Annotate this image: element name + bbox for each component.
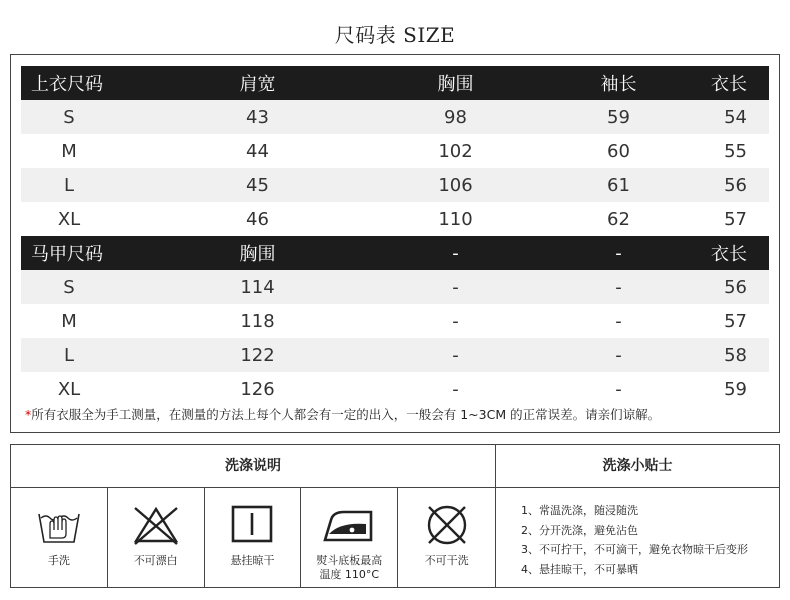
hand-wash-icon (36, 504, 82, 546)
care-icon-cell (108, 488, 205, 587)
table-cell: - (615, 310, 622, 332)
size-label: S (63, 276, 75, 298)
size-cell (21, 304, 141, 338)
note-text: 所有衣服全为手工测量，在测量的方法上每个人都会有一定的出入，一般会有 1~3CM 的正常误差。请亲们谅解。 (31, 407, 661, 422)
size-label: M (61, 140, 77, 162)
table-cell: 57 (724, 310, 747, 332)
header-cell: 胸围 (141, 236, 374, 270)
size-label: S (63, 106, 75, 128)
icon-label (301, 554, 397, 582)
size-table (21, 66, 769, 406)
table-cell: - (452, 378, 459, 400)
table-cell: 55 (724, 140, 747, 162)
table-cell: 126 (240, 378, 275, 400)
table-cell: 62 (607, 208, 630, 230)
size-cell (21, 202, 141, 236)
header-cell: 胸围 (374, 66, 537, 100)
vest-header-row (21, 236, 769, 270)
table-cell: 43 (141, 100, 374, 134)
size-cell (21, 270, 141, 304)
table-cell: 118 (240, 310, 275, 332)
care-icon-cell (11, 488, 108, 587)
size-cell (21, 372, 141, 406)
table-cell: 54 (700, 100, 769, 134)
table-cell: 106 (374, 168, 537, 202)
table-row (21, 372, 769, 406)
tips-title: 洗涤小贴士 (496, 445, 779, 488)
tip-item: 4、悬挂晾干，不可暴晒 (521, 562, 638, 576)
header-cell: - (537, 236, 700, 270)
table-cell: 45 (141, 168, 374, 202)
tip-item: 2、分开洗涤，避免沾色 (521, 523, 638, 537)
header-cell: 衣长 (700, 66, 769, 100)
table-cell: - (374, 338, 537, 372)
no-dry-clean-icon (424, 504, 470, 546)
care-instructions-box (10, 444, 780, 588)
page-title: 尺码表 SIZE (334, 23, 456, 47)
iron-icon (322, 504, 376, 544)
icon-label: 不可漂白 (133, 554, 178, 567)
size-label: L (63, 174, 75, 196)
table-cell: - (537, 270, 700, 304)
header-cell: 衣长 (700, 236, 769, 270)
size-chart-box (10, 54, 780, 433)
size-label: XL (57, 378, 81, 400)
table-row (21, 202, 769, 236)
size-cell (21, 100, 141, 134)
table-row (21, 338, 769, 372)
size-cell (21, 168, 141, 202)
care-title: 洗涤说明 (11, 445, 496, 488)
table-cell: 44 (246, 140, 269, 162)
line-dry-icon (230, 504, 274, 544)
size-label: L (63, 344, 75, 366)
table-cell: 60 (607, 140, 630, 162)
table-cell: 98 (374, 100, 537, 134)
table-cell: - (374, 270, 537, 304)
table-row (21, 168, 769, 202)
table-cell: 114 (141, 270, 374, 304)
tip-item: 3、不可拧干，不可滴干，避免衣物晾干后变形 (521, 543, 748, 556)
table-cell: 46 (246, 208, 269, 230)
icon-label-line2: 温度 110°C (319, 568, 380, 581)
table-cell: - (537, 338, 700, 372)
table-cell: - (615, 378, 622, 400)
table-cell: - (452, 310, 459, 332)
icon-label: 不可干洗 (424, 554, 469, 567)
care-icon-cell (205, 488, 302, 587)
table-cell: 56 (700, 168, 769, 202)
header-cell: 马甲尺码 (21, 236, 141, 270)
table-cell: 61 (537, 168, 700, 202)
table-cell: 57 (724, 208, 747, 230)
table-cell: 102 (438, 140, 473, 162)
icon-label: 手洗 (47, 554, 70, 567)
table-cell: 56 (700, 270, 769, 304)
measurement-note (25, 405, 785, 423)
size-label: XL (57, 208, 81, 230)
size-label: M (61, 310, 77, 332)
size-cell (21, 134, 141, 168)
note-asterisk: * (25, 407, 32, 422)
top-header-row (21, 66, 769, 100)
icon-label: 悬挂晾干 (230, 554, 275, 567)
tip-item: 1、常温洗涤，随浸随洗 (521, 504, 638, 517)
header-cell: 肩宽 (141, 66, 374, 100)
care-icons-row (11, 488, 496, 587)
table-row (21, 134, 769, 168)
size-cell (21, 338, 141, 372)
header-cell: 袖长 (537, 66, 700, 100)
table-row (21, 100, 769, 134)
header-cell: - (374, 236, 537, 270)
table-cell: 59 (537, 100, 700, 134)
header-cell: 上衣尺码 (21, 66, 141, 100)
no-bleach-icon (131, 504, 181, 546)
care-icon-cell (301, 488, 398, 587)
table-row (21, 270, 769, 304)
icon-label-line1: 熨斗底板最高 (316, 554, 383, 567)
table-cell: 110 (438, 208, 473, 230)
table-cell: 59 (724, 378, 747, 400)
table-cell: 58 (700, 338, 769, 372)
care-tips-list (521, 501, 779, 579)
table-row (21, 304, 769, 338)
care-icon-cell (398, 488, 495, 587)
table-cell: 122 (141, 338, 374, 372)
